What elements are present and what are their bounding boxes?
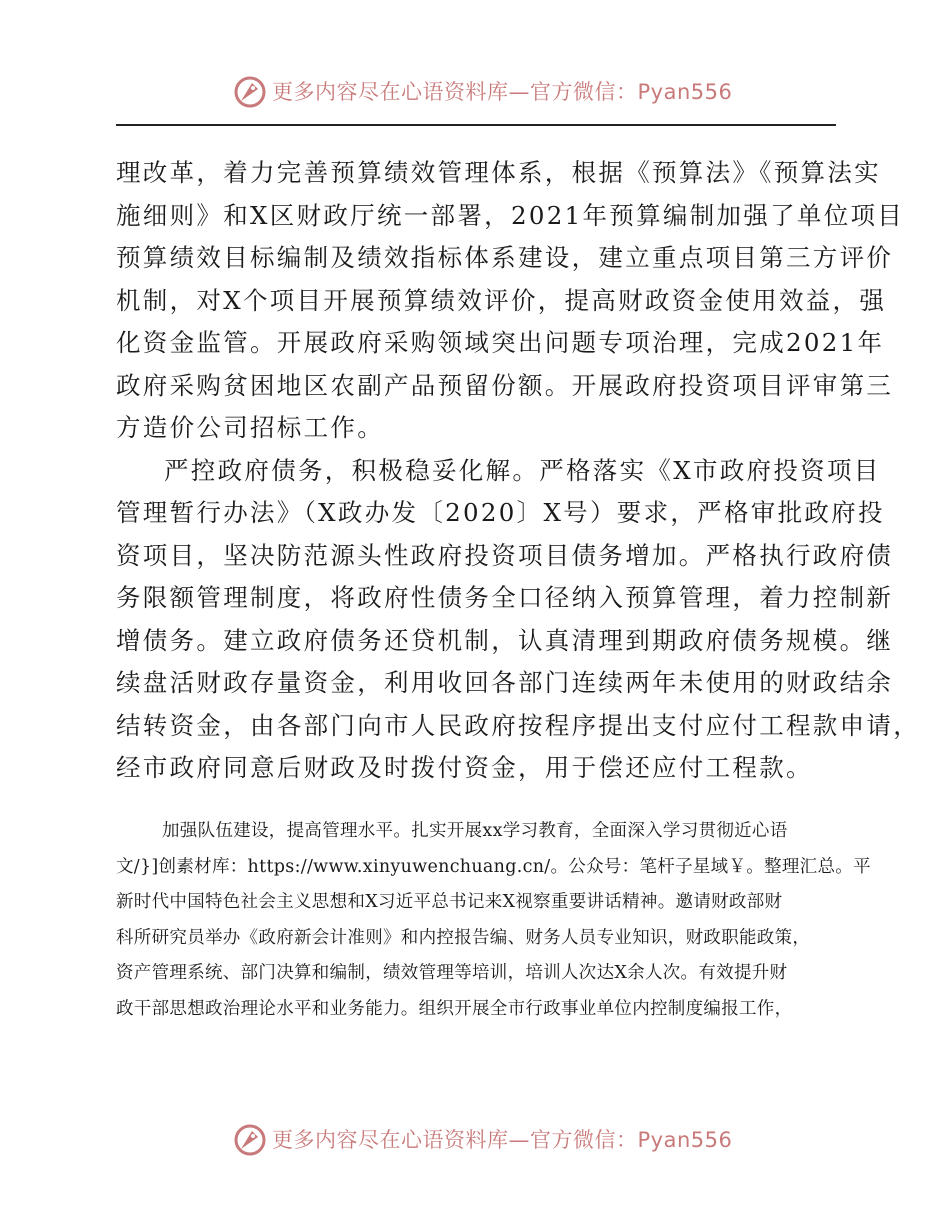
- text-line: 管理暂行办法》（X政办发〔2020〕X号）要求，严格审批政府投: [116, 498, 885, 527]
- header-banner-text: 更多内容尽在心语资料库—官方微信：Pyan556: [272, 80, 733, 104]
- text-line: 机制，对X个项目开展预算绩效评价，提高财政资金使用效益，强: [116, 285, 887, 315]
- pen-nib-logo-icon: [232, 1122, 268, 1158]
- text-line: 资产管理系统、部门决算和编制，绩效管理等培训，培训人次达X余人次。有效提升财: [116, 963, 788, 983]
- paragraph-team-building: [116, 814, 871, 1027]
- document-body: [116, 152, 920, 790]
- text-line: 预算绩效目标编制及绩效指标体系建设，建立重点项目第三方评价: [116, 243, 894, 272]
- text-line: 政府采购贫困地区农副产品预留份额。开展政府投资项目评审第三: [116, 370, 894, 400]
- text-line: 严控政府债务，积极稳妥化解。严格落实《X市政府投资项目: [164, 455, 881, 485]
- text-line: 增债务。建立政府债务还贷机制，认真清理到期政府债务规模。继: [116, 625, 894, 655]
- paragraph-budget-reform: [116, 152, 905, 450]
- footer-banner: [0, 1120, 950, 1160]
- text-line: 政干部思想政治理论水平和业务能力。组织开展全市行政事业单位内控制度编报工作，: [116, 998, 793, 1019]
- text-line: 理改革，着力完善预算绩效管理体系，根据《预算法》《预算法实: [116, 158, 881, 187]
- text-line: 施细则》和X区财政厅统一部署，2021年预算编制加强了单位项目: [116, 200, 905, 230]
- text-line: 化资金监管。开展政府采购领域突出问题专项治理，完成2021年: [116, 328, 885, 357]
- paragraph-debt-control: [116, 450, 920, 790]
- pen-nib-logo-icon: [232, 74, 268, 110]
- text-line: 文/}]创素材库：https://www.xinyuwenchuang.cn/。公众号：笔杆子星域￥。整理汇总。平: [116, 856, 871, 877]
- footer-banner-text: 更多内容尽在心语资料库—官方微信：Pyan556: [272, 1128, 733, 1152]
- text-line: 续盘活财政存量资金，利用收回各部门连续两年未使用的财政结余: [116, 668, 894, 697]
- text-line: 新时代中国特色社会主义思想和X习近平总书记来X视察重要讲话精神。邀请财政部财: [116, 892, 783, 912]
- text-line: 结转资金，由各部门向市人民政府按程序提出支付应付工程款申请，: [116, 710, 920, 740]
- text-line: 经市政府同意后财政及时拨付资金，用于偿还应付工程款。: [116, 753, 813, 782]
- text-line: 务限额管理制度，将政府性债务全口径纳入预算管理，着力控制新: [116, 583, 894, 612]
- text-line: 科所研究员举办《政府新会计准则》和内控报告编、财务人员专业知识，财政职能政策，: [116, 927, 811, 948]
- text-line: 方造价公司招标工作。: [116, 413, 384, 442]
- text-line: 加强队伍建设，提高管理水平。扎实开展xx学习教育，全面深入学习贯彻近心语: [162, 821, 788, 841]
- text-line: 资项目，坚决防范源头性政府投资项目债务增加。严格执行政府债: [116, 540, 894, 570]
- header-divider: [116, 124, 836, 126]
- header-banner: [0, 72, 950, 112]
